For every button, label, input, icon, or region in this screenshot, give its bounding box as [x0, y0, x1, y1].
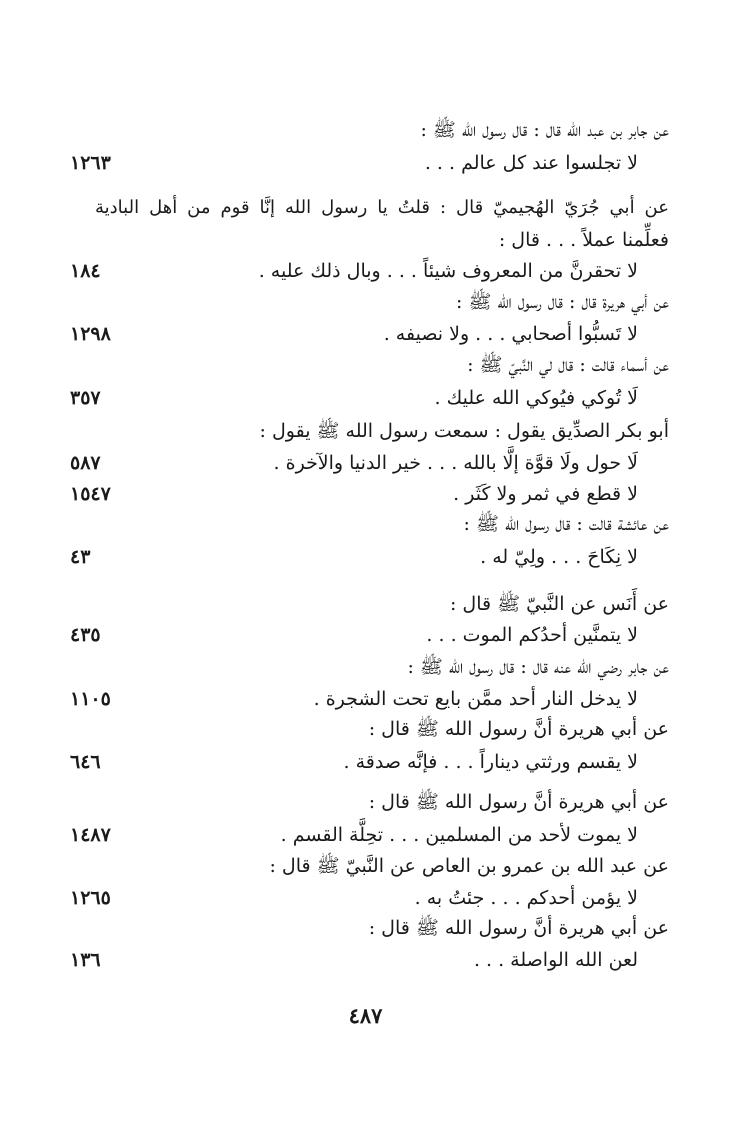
narrator-line: عن جابر بن عبد الله قال : قال رسول الله ﷺ : [420, 119, 669, 141]
hadith-text: لا قطع في ثمر ولا كَثَر . [453, 483, 638, 505]
reference-number: ٥٨٧ [70, 452, 101, 474]
hadith-text: لا تَسبُّوا أصحابي . . . ولا نصيفه . [383, 323, 638, 345]
hadith-text: لا تحقرنَّ من المعروف شيئاً . . . وبال ذلك عليه . [258, 260, 638, 282]
reference-number: ٣٥٧ [70, 387, 101, 409]
narrator-line: عن أسماء قالت : قال لي النَّبيّ ﷺ : [467, 354, 669, 376]
narrator-line: عن عبد الله بن عمرو بن العاص عن النَّبيّ ﷺ قال : [269, 855, 669, 877]
reference-number: ٤٣٥ [70, 624, 101, 646]
reference-number: ٦٤٦ [70, 751, 101, 773]
narrator-line: عن عائشة قالت : قال رسول الله ﷺ : [463, 513, 669, 535]
reference-number: ٤٣ [70, 546, 91, 568]
narrator-line: عن أبي هريرة قال : قال رسول الله ﷺ : [456, 291, 669, 313]
hadith-text: لا يتمنَّين أحدُكم الموت . . . [426, 624, 638, 646]
narrator-line: عن أبي هريرة أنَّ رسول الله ﷺ قال : [368, 718, 669, 740]
reference-number: ١٤٨٧ [70, 824, 111, 846]
narrator-line: فعلِّمنا عملاً . . . قال : [498, 229, 669, 251]
reference-number: ١٨٤ [70, 260, 101, 282]
hadith-text: لَا حول ولَا قوَّة إلَّا بالله . . . خير الدنيا والآخرة . [273, 452, 638, 474]
hadith-text: لا يدخل النار أحد ممَّن بايع تحت الشجرة . [313, 688, 638, 710]
hadith-text: لعن الله الواصلة . . . [473, 949, 638, 971]
narrator-line: عن أبي هريرة أنَّ رسول الله ﷺ قال : [368, 791, 669, 813]
reference-number: ١٢٦٥ [70, 887, 111, 909]
reference-number: ١٢٩٨ [70, 323, 111, 345]
narrator-line: عن أَنَس عن النَّبيّ ﷺ قال : [449, 593, 669, 615]
hadith-text: لا يقسم ورثتي ديناراً . . . فإنَّه صدقة . [343, 751, 638, 773]
hadith-text: لا يموت لأحد من المسلمين . . . تحِلَّة القسم . [280, 824, 638, 846]
narrator-line: عن أبي هريرة أنَّ رسول الله ﷺ قال : [368, 917, 669, 939]
reference-number: ١١٠٥ [70, 688, 111, 710]
reference-number: ١٥٤٧ [70, 483, 111, 505]
reference-number: ١٣٦ [70, 949, 101, 971]
hadith-text: لا يؤمن أحدكم . . . جئتُ به . [414, 887, 638, 909]
hadith-text: لَا تُوكي فيُوكي الله عليك . [434, 387, 638, 409]
hadith-text: لا تجلسوا عند كل عالم . . . [424, 152, 638, 174]
narrator-line: عن أبي جُرَيّ الهُجيميّ قال : قلتُ يا رسول الله إنَّا قوم من أهل البادية [95, 197, 669, 218]
narrator-line: أبو بكر الصدِّيق يقول : سمعت رسول الله ﷺ يقول : [259, 420, 669, 442]
hadith-text: لا نِكَاحَ . . . ولِيّ له . [480, 546, 638, 568]
page-number: ٤٨٧ [348, 1003, 383, 1028]
narrator-line: عن جابر رضي الله عنه قال : قال رسول الله ﷺ : [407, 656, 669, 678]
reference-number: ١٢٦٣ [70, 152, 111, 174]
